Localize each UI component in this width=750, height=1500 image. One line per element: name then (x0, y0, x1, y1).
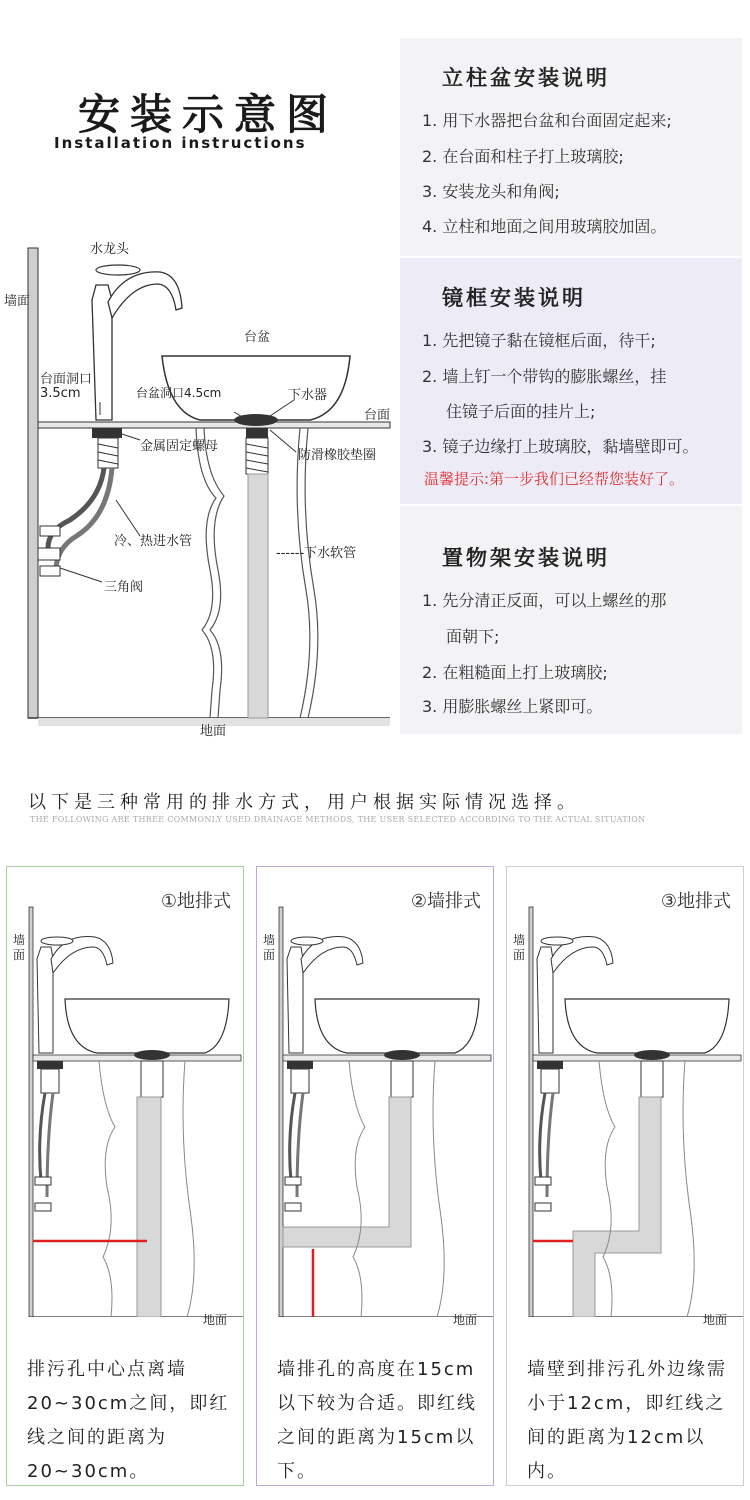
label-drain: 下水器 (288, 388, 328, 403)
pedestal-step: 2. 在台面和柱子打上玻璃胶; (422, 147, 624, 166)
drain-method-title: ③地排式 (660, 891, 731, 912)
label-drain-hose: ------下水软管 (276, 546, 357, 561)
installation-diagram (0, 230, 400, 750)
drainage-intro: 以下是三种常用的排水方式，用户根据实际情况选择。 (28, 792, 580, 813)
shelf-step: 3. 用膨胀螺丝上紧即可。 (422, 697, 603, 716)
drain-method-title: ②墙排式 (410, 891, 481, 912)
drain-method-card (6, 866, 244, 1486)
label-basin-hole: 台盆洞口4.5cm (136, 386, 222, 400)
pedestal-heading: 立柱盆安装说明 (442, 66, 610, 90)
drain-method-diagram (257, 897, 493, 1317)
drain-method-title: ①地排式 (160, 891, 231, 912)
label-angle-valve: 三角阀 (104, 580, 144, 595)
label-counter: 台面 (364, 408, 391, 423)
page-title: 安装示意图 (78, 90, 339, 139)
drain-floor-label: 地面 (203, 1313, 228, 1327)
label-counter-hole: 台面洞口 (40, 372, 93, 387)
drain-floor-label: 地面 (703, 1313, 728, 1327)
shelf-step: 1. 先分清正反面，可以上螺丝的那 (422, 591, 667, 610)
label-counter-hole-size: 3.5cm (40, 386, 81, 401)
shelf-heading: 置物架安装说明 (442, 546, 610, 570)
label-floor: 地面 (200, 724, 227, 739)
label-basin: 台盆 (244, 330, 271, 345)
drain-wall-label: 墙面 (263, 933, 276, 962)
mirror-step: 1. 先把镜子黏在镜框后面，待干; (422, 331, 656, 350)
drain-method-card (506, 866, 744, 1486)
label-rubber-gasket: 防滑橡胶垫圈 (298, 448, 377, 463)
label-water-pipes: 冷、热进水管 (114, 534, 193, 549)
label-faucet: 水龙头 (90, 242, 130, 257)
drainage-intro-en: THE FOLLOWING ARE THREE COMMONLY USED DRAINAGE METHODS, THE USER SELECTED ACCORDING TO THE ACTUAL SITUATION (30, 815, 646, 824)
drain-wall-label: 墙面 (513, 933, 526, 962)
shelf-step: 2. 在粗糙面上打上玻璃胶; (422, 663, 608, 682)
drain-method-desc: 墙壁到排污孔外边缘需小于12cm，即红线之间的距离为12cm以内。 (527, 1359, 727, 1482)
mirror-step: 2. 墙上钉一个带钩的膨胀螺丝，挂 (422, 367, 667, 386)
drain-method-diagram (7, 897, 243, 1317)
label-wall: 墙面 (4, 294, 31, 309)
mirror-step: 住镜子后面的挂片上; (446, 402, 596, 421)
label-metal-nut: 金属固定螺母 (140, 439, 219, 454)
drain-method-card (256, 866, 494, 1486)
drain-wall-label: 墙面 (13, 933, 26, 962)
page-subtitle: Installation instructions (54, 134, 307, 152)
pedestal-step: 1. 用下水器把台盆和台面固定起来; (422, 111, 672, 130)
mirror-heading: 镜框安装说明 (442, 286, 586, 310)
drain-method-diagram (507, 897, 743, 1317)
pedestal-step: 4. 立柱和地面之间用玻璃胶加固。 (422, 217, 667, 236)
shelf-step: 面朝下; (446, 627, 500, 646)
mirror-tip: 温馨提示:第一步我们已经帮您装好了。 (424, 470, 685, 488)
drain-method-desc: 墙排孔的高度在15cm以下较为合适。即红线之间的距离为15cm以下。 (277, 1359, 477, 1482)
mirror-step: 3. 镜子边缘打上玻璃胶，黏墙壁即可。 (422, 437, 699, 456)
pedestal-step: 3. 安装龙头和角阀; (422, 182, 560, 201)
drain-floor-label: 地面 (453, 1313, 478, 1327)
drain-method-desc: 排污孔中心点离墙20~30cm之间，即红线之间的距离为20~30cm。 (27, 1359, 230, 1482)
